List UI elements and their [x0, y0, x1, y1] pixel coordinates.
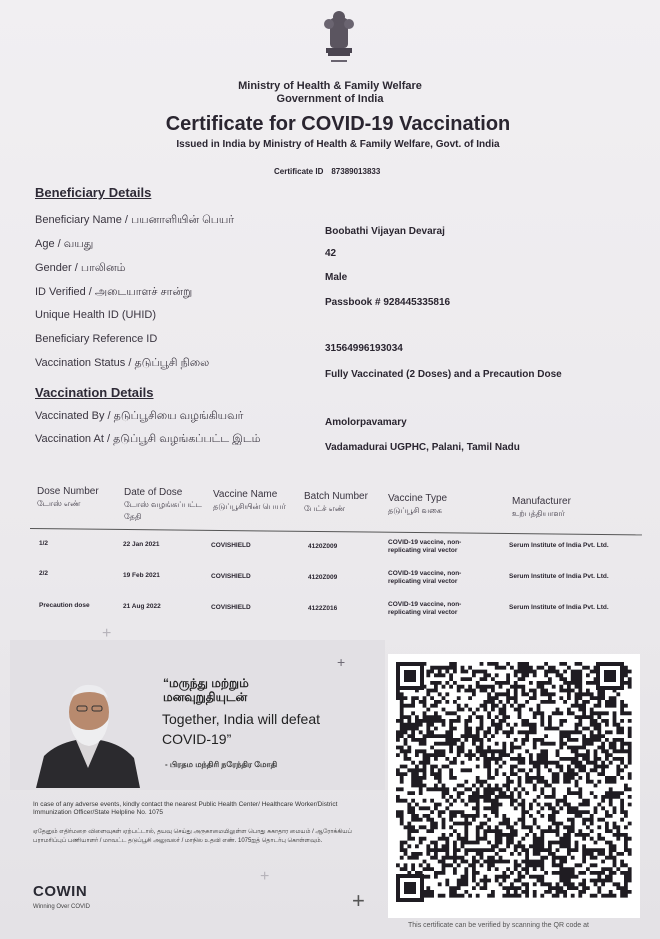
gender-value: Male — [325, 272, 348, 283]
id-verified-value: Passbook # 928445335816 — [325, 297, 451, 308]
table-header-vaccine: Vaccine Name தடுப்பூசியின் பெயர் — [213, 489, 286, 511]
row2-batch: 4120Z009 — [308, 574, 338, 581]
vaccination-at-label: Vaccination At / தடுப்பூசி வழங்கப்பட்ட இடம் — [35, 433, 261, 445]
row3-manufacturer: Serum Institute of India Pvt. Ltd. — [509, 604, 609, 611]
age-value: 42 — [325, 248, 337, 259]
quote-tamil: “மருந்து மற்றும் மனவுறுதியுடன் — [163, 676, 249, 704]
age-label: Age / வயது — [35, 238, 94, 250]
table-header-dose: Dose Number டோஸ் எண் — [37, 486, 99, 508]
national-emblem-icon — [316, 8, 362, 70]
plus-decor-icon: + — [260, 868, 270, 885]
row1-vaccine: COVISHIELD — [211, 542, 251, 549]
row3-type: COVID-19 vaccine, non-replicating viral vector — [388, 601, 462, 616]
row1-batch: 4120Z009 — [308, 543, 338, 550]
vaccination-at-value: Vadamadurai UGPHC, Palani, Tamil Nadu — [325, 442, 520, 453]
beneficiary-name-value: Boobathi Vijayan Devaraj — [325, 226, 445, 237]
plus-decor-icon: + — [337, 654, 346, 670]
row2-manufacturer: Serum Institute of India Pvt. Ltd. — [509, 573, 609, 580]
cowin-logo: COWIN — [33, 883, 88, 900]
uhid-label: Unique Health ID (UHID) — [35, 309, 157, 321]
row3-vaccine: COVISHIELD — [211, 604, 251, 611]
prime-minister-portrait-icon — [36, 678, 140, 788]
vaccination-heading: Vaccination Details — [35, 385, 154, 400]
adverse-events-notice: In case of any adverse events, kindly contact the nearest Public Health Center/ Healthcare Worker/District Immunization Officer/State Helpline No. 1075 — [33, 801, 338, 816]
certificate-title: Certificate for COVID-19 Vaccination — [165, 113, 511, 135]
row2-dose: 2/2 — [39, 570, 49, 577]
certificate-id-label: Certificate ID — [274, 167, 324, 176]
table-header-date: Date of Dose டோஸ் வழங்கப்பட்ட தேதி — [124, 487, 202, 521]
reference-id-label: Beneficiary Reference ID — [35, 333, 158, 345]
adverse-events-notice-tamil: ஏதேனும் எதிர்மறை விளைவுகள் ஏற்பட்டால், தயவு செய்து அருகாமையிலுள்ள பொது சுகாதார மையம் / ஆரோக்கியப் பராமரிப்புப் பணியாளர் / மாவட்ட தடுப்பூசி அலுவலர் / மாநில உதவி எண். 1075ஐத் தொடர்பு கொள்ளவும். — [33, 829, 352, 844]
plus-decor-icon: + — [102, 625, 112, 642]
beneficiary-name-label: Beneficiary Name / பயனாளியின் பெயர் — [35, 214, 235, 226]
row2-vaccine: COVISHIELD — [211, 573, 251, 580]
issued-by: Issued in India by Ministry of Health & Family Welfare, Govt. of India — [176, 139, 500, 150]
qr-verification-note: This certificate can be verified by scanning the QR code at — [408, 922, 589, 929]
gender-label: Gender / பாலினம் — [35, 262, 126, 274]
row2-type: COVID-19 vaccine, non-replicating viral vector — [388, 570, 462, 585]
table-header-batch: Batch Number பேட்ச் எண் — [304, 491, 368, 513]
row3-dose: Precaution dose — [39, 602, 90, 609]
beneficiary-heading: Beneficiary Details — [35, 185, 152, 200]
table-header-manufacturer: Manufacturer உற்பத்தியாளர் — [512, 496, 571, 518]
row2-date: 19 Feb 2021 — [123, 572, 160, 579]
ministry-name: Ministry of Health & Family Welfare — [238, 80, 422, 92]
reference-id-value: 31564996193034 — [325, 343, 403, 354]
row1-manufacturer: Serum Institute of India Pvt. Ltd. — [509, 542, 609, 549]
certificate-id: 87389013833 — [331, 167, 381, 176]
row1-dose: 1/2 — [39, 540, 49, 547]
row1-date: 22 Jan 2021 — [123, 541, 160, 548]
vaccination-status-label: Vaccination Status / தடுப்பூசி நிலை — [35, 357, 210, 369]
certificate-id-row — [274, 167, 380, 176]
government-name: Government of India — [276, 93, 384, 105]
id-verified-label: ID Verified / அடையாளச் சான்று — [35, 286, 193, 298]
quote-english: Together, India will defeat COVID-19” — [162, 711, 320, 747]
row1-type: COVID-19 vaccine, non-replicating viral vector — [388, 539, 462, 554]
vaccinated-by-label: Vaccinated By / தடுப்பூசியை வழங்கியவர் — [35, 410, 244, 422]
qr-code-panel — [388, 654, 640, 918]
cowin-tagline: Winning Over COVID — [33, 904, 91, 910]
vaccinated-by-value: Amolorpavamary — [325, 417, 407, 428]
plus-decor-icon: + — [352, 888, 365, 913]
table-header-type: Vaccine Type தடுப்பூசி வகை — [388, 493, 448, 515]
vaccination-status-value: Fully Vaccinated (2 Doses) and a Precaution Dose — [325, 369, 562, 380]
row3-batch: 4122Z016 — [308, 605, 338, 612]
quote-signature: - பிரதம மந்திரி நரேந்திர மோதி — [165, 760, 278, 769]
qr-code-icon — [388, 654, 640, 918]
row3-date: 21 Aug 2022 — [123, 603, 161, 610]
